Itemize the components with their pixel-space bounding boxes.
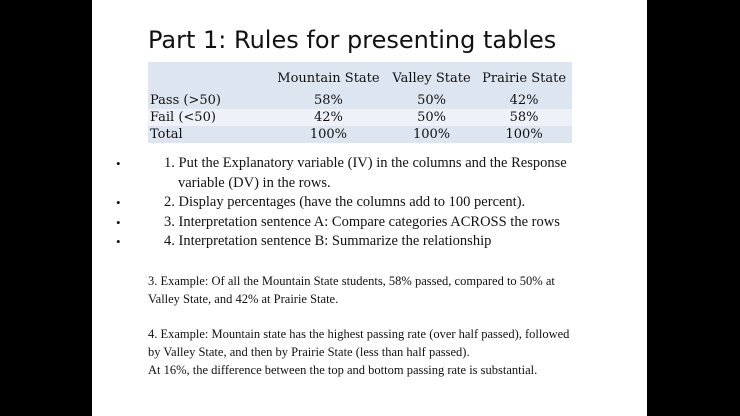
table-header-row <box>148 62 572 92</box>
example-line: by Valley State, and then by Prairie State (less than half passed). <box>148 345 470 359</box>
cell-value: 50% <box>387 109 476 126</box>
example-paragraph-4 <box>148 325 628 379</box>
slide-title: Part 1: Rules for presenting tables <box>148 26 557 54</box>
table-header-valley: Valley State <box>387 62 476 92</box>
table-header-prairie: Prairie State <box>476 62 572 92</box>
rules-list <box>112 154 632 252</box>
list-item <box>112 154 632 193</box>
cell-value: 42% <box>476 92 572 109</box>
cell-value: 58% <box>476 109 572 126</box>
cell-value: 100% <box>476 126 572 143</box>
slide <box>92 0 647 416</box>
example-line: At 16%, the difference between the top and bottom passing rate is substantial. <box>148 363 538 377</box>
example-paragraph-3 <box>148 272 628 308</box>
bullet-icon: • <box>116 156 121 171</box>
row-label-total: Total <box>148 126 270 143</box>
example-line: 3. Example: Of all the Mountain State students, 58% passed, compared to 50% at <box>148 274 555 288</box>
cell-value: 42% <box>270 109 387 126</box>
list-item <box>112 193 632 213</box>
rule-text: 4. Interpretation sentence B: Summarize the relationship <box>164 233 492 249</box>
example-line: 4. Example: Mountain state has the highest passing rate (over half passed), followed <box>148 327 570 341</box>
cell-value: 100% <box>387 126 476 143</box>
table-row <box>148 92 572 109</box>
cell-value: 100% <box>270 126 387 143</box>
cell-value: 50% <box>387 92 476 109</box>
row-label-fail: Fail (<50) <box>148 109 270 126</box>
rule-text-continued: variable (DV) in the rows. <box>178 174 331 191</box>
rule-text: 1. Put the Explanatory variable (IV) in the columns and the Response <box>164 155 567 171</box>
cell-value: 58% <box>270 92 387 109</box>
table-row <box>148 126 572 143</box>
row-label-pass: Pass (>50) <box>148 92 270 109</box>
list-item <box>112 232 632 252</box>
bullet-icon: • <box>116 214 121 230</box>
bullet-icon: • <box>116 195 121 210</box>
table-header-corner <box>148 62 270 92</box>
table-header-mountain: Mountain State <box>270 62 387 92</box>
rule-text: 2. Display percentages (have the columns add to 100 percent). <box>164 194 526 210</box>
bullet-icon: • <box>116 234 121 249</box>
list-item <box>112 213 632 233</box>
crosstab-table <box>148 62 572 143</box>
rule-text: 3. Interpretation sentence A: Compare categories ACROSS the rows <box>164 213 560 230</box>
example-line: Valley State, and 42% at Prairie State. <box>148 292 339 306</box>
table-row <box>148 109 572 126</box>
